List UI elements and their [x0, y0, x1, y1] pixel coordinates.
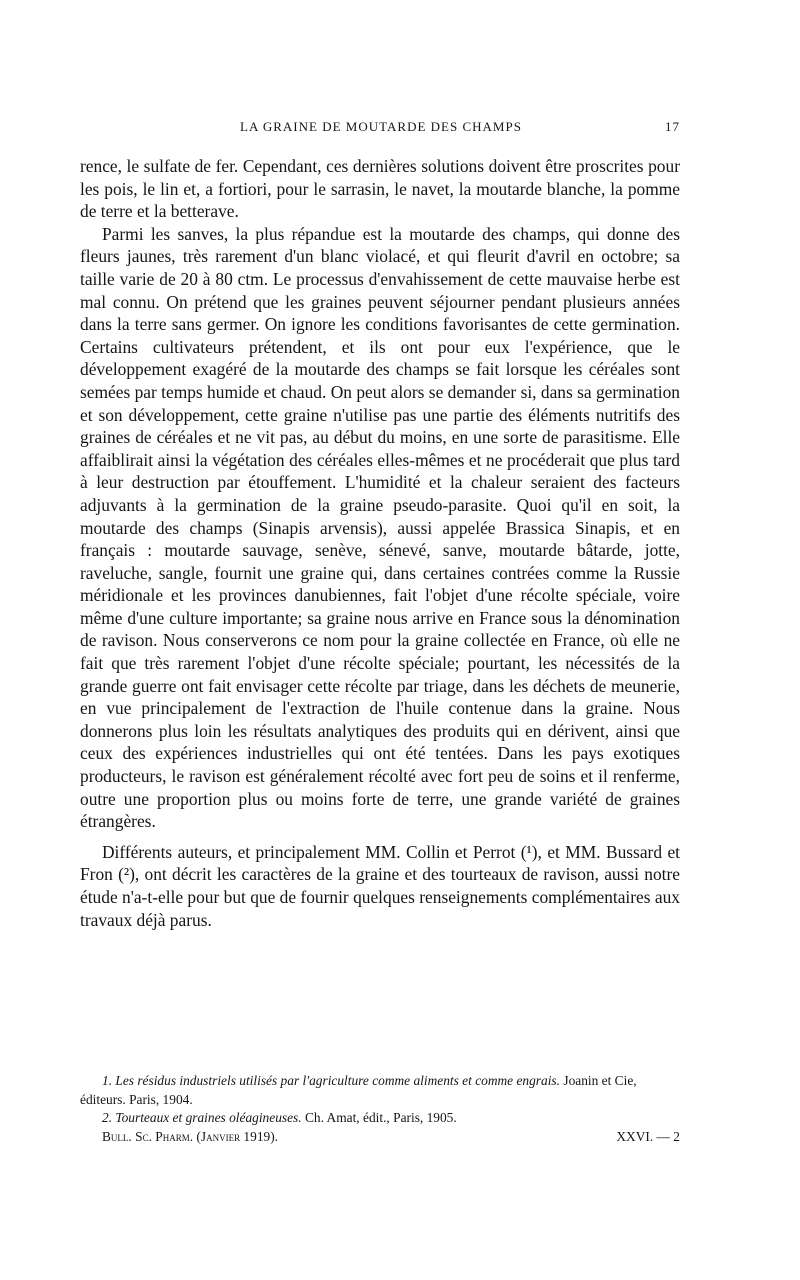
paragraph-1: rence, le sulfate de fer. Cependant, ces dernières solutions doivent être proscrites pour les pois, le lin et, a fortiori, pour le sarrasin, le navet, la moutarde blanche, la pomme de terre et la betterave.	[80, 156, 680, 222]
body-text	[80, 155, 680, 931]
footnote-2	[80, 1109, 680, 1128]
paragraph-2: Parmi les sanves, la plus répandue est la moutarde des champs, qui donne des fleurs jaunes, très rarement d'un blanc violacé, et qui fleurit d'avril en octobre; sa taille varie de 20 à 80 ctm. Le processus d'envahissement de cette mauvaise herbe est mal connu. On prétend que les graines peuvent séjourner pendant plusieurs années dans la terre sans germer. On ignore les conditions favorisantes de cette germination. Certains cultivateurs prétendent, et ils ont pour eux l'expérience, que le développement exagéré de la moutarde des champs se fait lorsque les céréales sont semées par temps humide et chaud. On peut alors se demander si, dans sa germination et son développement, cette graine n'utilise pas une partie des éléments nutritifs des graines de céréales et ne vit pas, au début du moins, en une sorte de parasitisme. Elle affaiblirait ainsi la végétation des céréales elles-mêmes et ne procéderait que plus tard à leur destruction par étouffement. L'humidité et la chaleur seraient des facteurs adjuvants à la germination de la graine pseudo-parasite. Quoi qu'il en soit, la moutarde des champs (Sinapis arvensis), aussi appelée Brassica Sinapis, et en français : moutarde sauvage, senève, sénevé, sanve, moutarde bâtarde, jotte, raveluche, sangle, fournit une graine qui, dans certaines contrées comme la Russie méridionale et les provinces danubiennes, fait l'objet d'une récolte spéciale, voire même d'une culture importante; sa graine nous arrive en France sous la dénomination de ravison. Nous conserverons ce nom pour la graine collectée en France, où elle ne fait que très rarement l'objet d'une récolte spéciale; pourtant, les nécessités de la grande guerre ont fait envisager cette récolte par triage, dans les déchets de meunerie, en vue principalement de l'extraction de l'huile contenue dans la graine. Nous donnerons plus loin les résultats analytiques des produits qui en dérivent, ainsi que ceux des expériences industrielles qui ont été tentées. Dans les pays exotiques producteurs, le ravison est généralement récolté avec fort peu de soins et il renferme, outre une proportion plus ou moins forte de terre, une grande variété de graines étrangères.	[80, 223, 680, 832]
footnote-2-title: 2. Tourteaux et graines oléagineuses.	[102, 1110, 302, 1125]
footnote-2-publisher: Ch. Amat, édit., Paris, 1905.	[304, 1110, 457, 1125]
footnote-1-publisher: Joanin et Cie, éditeurs. Paris, 1904.	[80, 1073, 637, 1107]
footnote-1	[80, 1072, 680, 1109]
page-number: 17	[665, 119, 680, 134]
running-head-title: LA GRAINE DE MOUTARDE DES CHAMPS	[240, 119, 522, 134]
footnotes	[80, 1072, 680, 1128]
signature-mark: XXVI. — 2	[616, 1129, 680, 1144]
footnote-1-title: 1. Les résidus industriels utilisés par l'agriculture comme aliments et comme engrais.	[102, 1073, 560, 1088]
journal-reference: Bull. Sc. Pharm. (Janvier 1919).	[102, 1129, 279, 1144]
paragraph-3: Différents auteurs, et principalement MM. Collin et Perrot (¹), et MM. Bussard et Fron (²), ont décrit les caractères de la graine et des tourteaux de ravison, aussi notre étude n'a-t-elle pour but que de fournir quelques renseignements complémentaires aux travaux déjà parus.	[80, 841, 681, 930]
